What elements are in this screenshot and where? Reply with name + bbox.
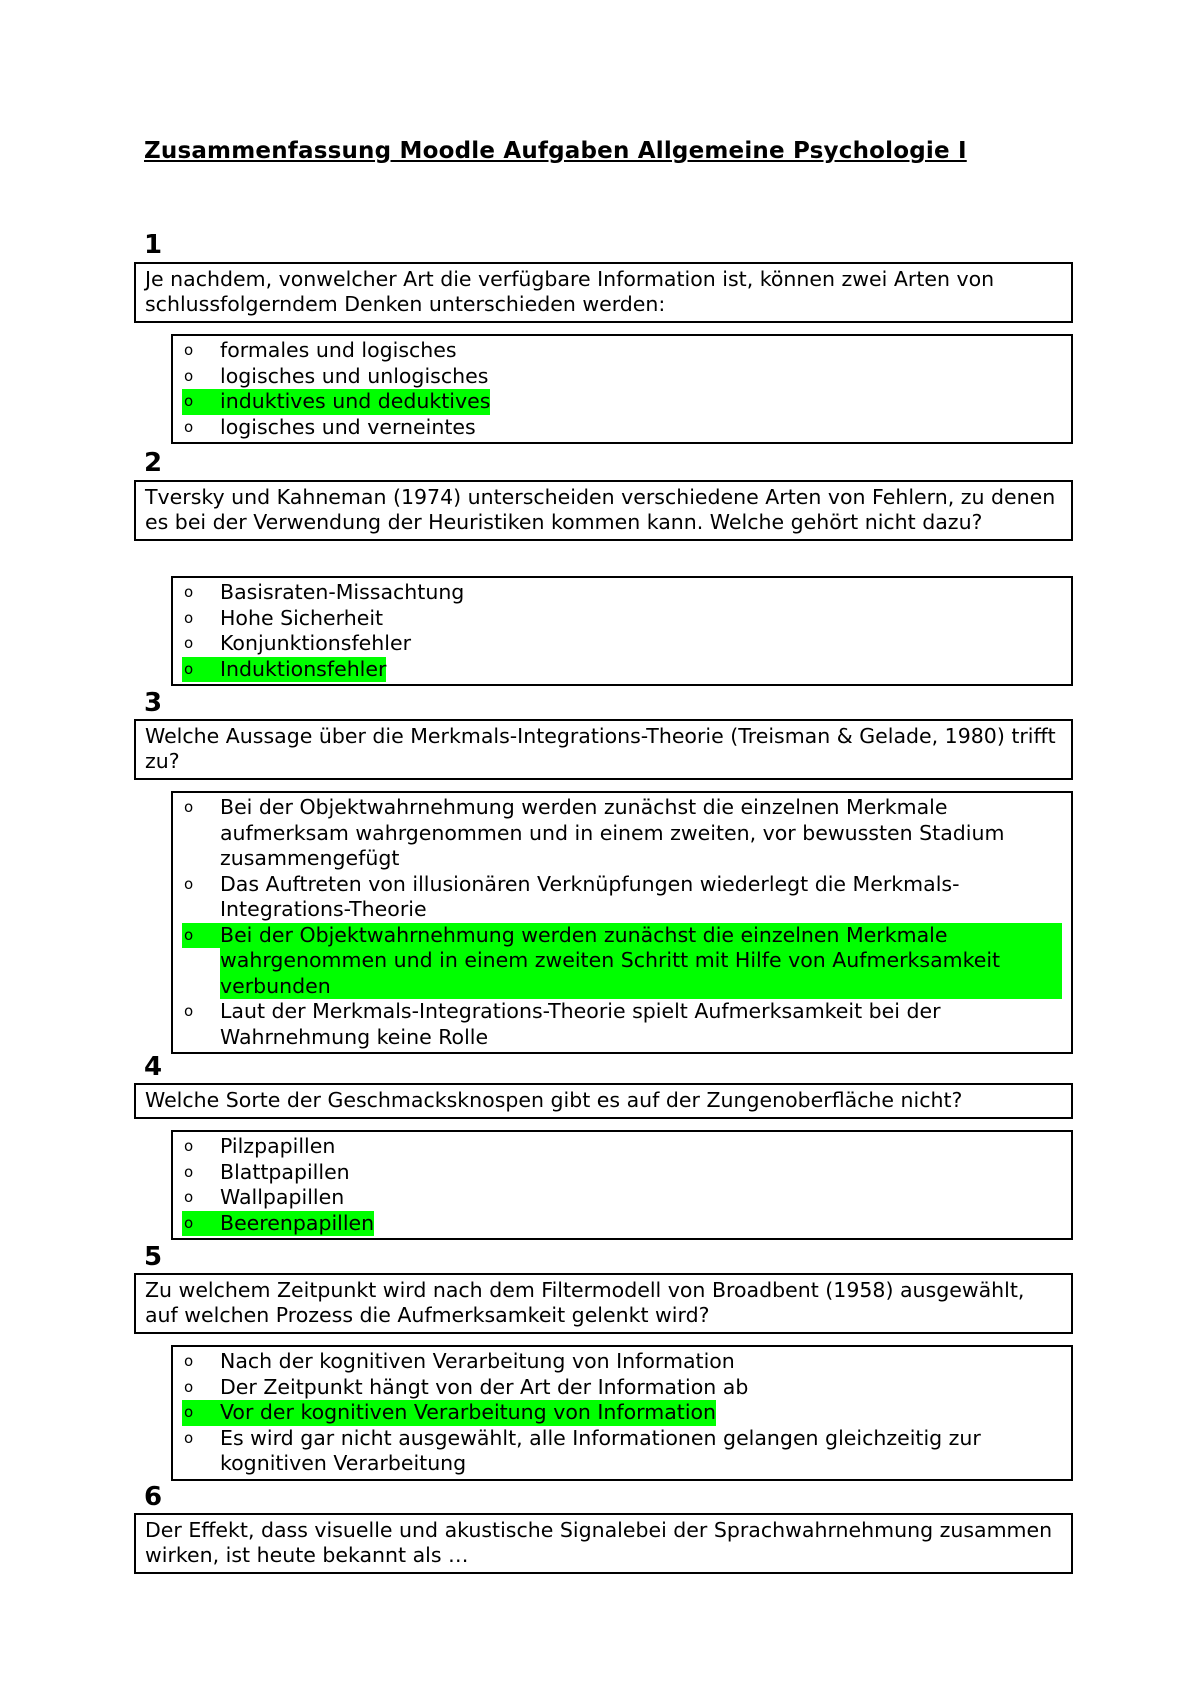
question-box [134, 262, 1073, 323]
answer-option [182, 1400, 1062, 1426]
bullet-icon: o [184, 1137, 194, 1155]
answer-text: Bei der Objektwahrnehmung werden zunächst die einzelnen Merkmale aufmerksam wahrgenommen und in einem zweiten, vor bewussten Stadium zusammengefügt [220, 795, 1005, 870]
answer-option [182, 364, 1062, 390]
bullet-icon: o [182, 657, 220, 683]
answer-option [182, 1134, 1062, 1160]
question-number: 1 [144, 230, 163, 260]
answer-text: Das Auftreten von illusionären Verknüpfungen wiederlegt die Merkmals-Integrations-Theorie [220, 871, 960, 921]
answer-text: formales und logisches [220, 338, 457, 362]
answer-option [182, 606, 1062, 632]
question-number: 2 [144, 448, 163, 478]
answer-text: Blattpapillen [220, 1159, 350, 1184]
question-number: 3 [144, 688, 163, 718]
question-number: 4 [144, 1052, 163, 1082]
question-text: Tversky und Kahneman (1974) unterscheiden verschiedene Arten von Fehlern, zu denen es bei der Verwendung der Heuristiken kommen kann. Welche gehört nicht dazu? [145, 485, 1056, 534]
bullet-icon: o [184, 608, 194, 627]
answer-options [171, 1345, 1073, 1481]
question-box [134, 1513, 1073, 1574]
answer-text: Der Zeitpunkt hängt von der Art der Information ab [220, 1374, 749, 1399]
answer-options [171, 791, 1073, 1054]
answer-option [182, 631, 1062, 657]
answer-text: Basisraten-Missachtung [220, 580, 465, 604]
answer-options [171, 1130, 1073, 1240]
answer-text: Beerenpapillen [220, 1210, 375, 1235]
question-number: 5 [144, 1242, 163, 1272]
answer-text: Es wird gar nicht ausgewählt, alle Informationen gelangen gleichzeitig zur kognitiven Verarbeitung [220, 1425, 981, 1475]
answer-options [171, 576, 1073, 686]
answer-option [182, 872, 1062, 923]
bullet-icon: o [184, 1377, 194, 1396]
answer-text: Konjunktionsfehler [220, 631, 412, 655]
answer-text: Vor der kognitiven Verarbeitung von Information [220, 1400, 717, 1424]
answer-option [182, 415, 1062, 441]
bullet-icon: o [184, 634, 194, 652]
answer-option [182, 657, 1062, 683]
question-box [134, 480, 1073, 541]
bullet-icon: o [184, 1352, 194, 1370]
answer-text: logisches und verneintes [220, 414, 476, 439]
question-text: Der Effekt, dass visuelle und akustische Signalebei der Sprachwahrnehmung zusammen wirken, ist heute bekannt als … [145, 1518, 1053, 1567]
answer-option [182, 1211, 1062, 1237]
answer-text: induktives und deduktives [220, 389, 491, 413]
bullet-icon: o [184, 798, 194, 816]
bullet-icon: o [184, 341, 194, 359]
question-box [134, 1083, 1073, 1119]
answer-option [182, 1375, 1062, 1401]
answer-option [182, 1349, 1062, 1375]
question-text: Zu welchem Zeitpunkt wird nach dem Filtermodell von Broadbent (1958) ausgewählt, auf welchen Prozess die Aufmerksamkeit gelenkt wird? [145, 1278, 1025, 1327]
answer-option [182, 1185, 1062, 1211]
bullet-icon: o [184, 366, 194, 385]
bullet-icon: o [184, 583, 194, 601]
bullet-icon: o [184, 1162, 194, 1181]
bullet-icon: o [184, 1428, 194, 1447]
document-title: Zusammenfassung Moodle Aufgaben Allgemeine Psychologie I [144, 138, 967, 164]
bullet-icon: o [182, 1211, 220, 1237]
answer-text: Nach der kognitiven Verarbeitung von Information [220, 1349, 735, 1373]
question-text: Welche Aussage über die Merkmals-Integrations-Theorie (Treisman & Gelade, 1980) trifft zu? [145, 724, 1056, 773]
answer-text: Wallpapillen [220, 1185, 345, 1209]
answer-option [182, 1160, 1062, 1186]
answer-text: Pilzpapillen [220, 1134, 336, 1158]
answer-option [182, 338, 1062, 364]
answer-text: Bei der Objektwahrnehmung werden zunächst die einzelnen Merkmale wahrgenommen und in einem zweiten Schritt mit Hilfe von Aufmerksamkeit verbunden [220, 923, 1062, 1000]
answer-option [182, 999, 1062, 1050]
question-text: Je nachdem, vonwelcher Art die verfügbare Information ist, können zwei Arten von schlussfolgerndem Denken unterschieden werden: [145, 267, 995, 316]
answer-text: Hohe Sicherheit [220, 605, 384, 630]
answer-text: logisches und unlogisches [220, 363, 489, 388]
bullet-icon: o [182, 389, 220, 415]
answer-option [182, 389, 1062, 415]
answer-text: Laut der Merkmals-Integrations-Theorie spielt Aufmerksamkeit bei der Wahrnehmung keine Rolle [220, 999, 941, 1049]
question-text: Welche Sorte der Geschmacksknospen gibt es auf der Zungenoberfläche nicht? [145, 1088, 963, 1112]
answer-option [182, 923, 1062, 1000]
answer-option [182, 1426, 1062, 1477]
question-number: 6 [144, 1482, 163, 1512]
answer-options [171, 334, 1073, 444]
bullet-icon: o [184, 1002, 194, 1020]
bullet-icon: o [184, 1188, 194, 1206]
question-box [134, 719, 1073, 780]
answer-option [182, 795, 1062, 872]
bullet-icon: o [184, 417, 194, 436]
bullet-icon: o [184, 874, 194, 893]
bullet-icon: o [182, 1400, 220, 1426]
answer-option [182, 580, 1062, 606]
question-box [134, 1273, 1073, 1334]
bullet-icon: o [182, 923, 220, 949]
answer-text: Induktionsfehler [220, 656, 387, 681]
